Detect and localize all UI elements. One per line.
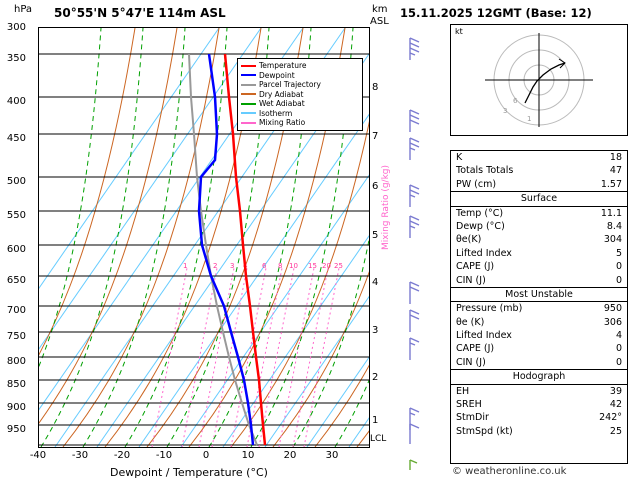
ytick-350: 350 xyxy=(6,53,26,64)
copyright-credit: © weatheronline.co.uk xyxy=(452,466,567,477)
section-header-surface: Surface xyxy=(451,191,627,206)
table-row xyxy=(451,260,627,273)
table-row xyxy=(451,302,627,315)
row-key: Dewp (°C) xyxy=(456,220,505,232)
section-header-hodograph: Hodograph xyxy=(451,369,627,384)
row-value: 11.1 xyxy=(600,207,622,219)
ytick-450: 450 xyxy=(6,133,26,144)
legend-item-isotherm xyxy=(241,109,359,119)
row-key: StmDir xyxy=(456,412,489,424)
table-row xyxy=(451,398,627,411)
table-row xyxy=(451,356,627,369)
legend-swatch-temperature xyxy=(241,65,256,67)
ytick-700: 700 xyxy=(6,305,26,316)
svg-text:1: 1 xyxy=(527,115,532,123)
table-row xyxy=(451,164,627,177)
table-row xyxy=(451,220,627,233)
legend-label-wet-adiabat: Wet Adiabat xyxy=(259,99,305,108)
ytick-500: 500 xyxy=(6,176,26,187)
kmtick-5: 5 xyxy=(372,230,379,241)
kmtick-8: 8 xyxy=(372,82,379,93)
legend-item-mixing-ratio xyxy=(241,118,359,128)
lcl-label: LCL xyxy=(370,434,387,444)
ytick-650: 650 xyxy=(6,275,26,286)
ytick-900: 900 xyxy=(6,402,26,413)
legend-label-parcel: Parcel Trajectory xyxy=(259,80,321,89)
table-row xyxy=(451,151,627,164)
svg-text:6: 6 xyxy=(262,262,267,270)
svg-text:1: 1 xyxy=(183,262,188,270)
xtick--30: -30 xyxy=(71,450,89,461)
svg-text:20: 20 xyxy=(322,262,331,270)
station-title: 50°55'N 5°47'E 114m ASL xyxy=(54,6,226,20)
pressure-unit-label: hPa xyxy=(14,4,33,15)
km-unit-label: km xyxy=(372,4,388,15)
table-row xyxy=(451,342,627,355)
row-value: 0 xyxy=(615,274,622,286)
row-key: PW (cm) xyxy=(456,178,497,190)
row-value: 42 xyxy=(609,399,622,411)
kmtick-2: 2 xyxy=(372,372,379,383)
row-key: Lifted Index xyxy=(456,247,512,259)
row-key: EH xyxy=(456,385,470,397)
indices-table xyxy=(450,150,628,464)
ytick-750: 750 xyxy=(6,331,26,342)
svg-text:6: 6 xyxy=(513,97,518,105)
table-row xyxy=(451,425,627,438)
hodograph-unit-label: kt xyxy=(455,27,463,36)
kmtick-3: 3 xyxy=(372,325,379,336)
svg-text:15: 15 xyxy=(308,262,317,270)
legend-swatch-dry-adiabat xyxy=(241,93,256,95)
xtick--40: -40 xyxy=(29,450,47,461)
row-key: CAPE (J) xyxy=(456,261,495,273)
row-value: 306 xyxy=(603,316,622,328)
ytick-950: 950 xyxy=(6,424,26,435)
svg-text:10: 10 xyxy=(289,262,298,270)
svg-text:8: 8 xyxy=(278,262,283,270)
row-value: 0 xyxy=(615,261,622,273)
table-row xyxy=(451,385,627,398)
table-row xyxy=(451,247,627,260)
asl-unit-label: ASL xyxy=(370,16,389,27)
table-row xyxy=(451,274,627,287)
row-key: StmSpd (kt) xyxy=(456,425,513,437)
kmtick-1: 1 xyxy=(372,415,379,426)
table-row xyxy=(451,178,627,191)
row-key: K xyxy=(456,152,463,163)
row-value: 0 xyxy=(615,343,622,355)
row-key: θe(K) xyxy=(456,234,482,246)
legend-item-dewpoint xyxy=(241,71,359,81)
row-value: 242° xyxy=(599,412,622,424)
row-key: Pressure (mb) xyxy=(456,303,523,315)
ytick-550: 550 xyxy=(6,210,26,221)
ytick-400: 400 xyxy=(6,96,26,107)
legend-label-temperature: Temperature xyxy=(259,61,307,70)
legend-item-temperature xyxy=(241,61,359,71)
legend-label-isotherm: Isotherm xyxy=(259,108,293,118)
mixing-ratio-axis-label: Mixing Ratio (g/kg) xyxy=(381,164,391,250)
legend-swatch-isotherm xyxy=(241,112,256,114)
row-value: 18 xyxy=(609,152,622,163)
svg-text:2: 2 xyxy=(213,262,218,270)
x-axis-title: Dewpoint / Temperature (°C) xyxy=(110,466,268,479)
row-value: 4 xyxy=(615,330,622,342)
legend-swatch-wet-adiabat xyxy=(241,103,256,105)
row-key: CIN (J) xyxy=(456,356,486,368)
kmtick-7: 7 xyxy=(372,131,379,142)
xtick--10: -10 xyxy=(155,450,173,461)
svg-text:25: 25 xyxy=(334,262,343,270)
table-row xyxy=(451,329,627,342)
hodograph xyxy=(450,24,628,136)
svg-text:4: 4 xyxy=(243,262,248,270)
svg-text:3: 3 xyxy=(230,262,235,270)
row-value: 950 xyxy=(603,303,622,315)
row-value: 47 xyxy=(609,165,622,177)
row-key: Totals Totals xyxy=(456,165,514,177)
row-key: Temp (°C) xyxy=(456,207,504,219)
legend xyxy=(237,58,363,131)
row-value: 39 xyxy=(609,385,622,397)
table-row xyxy=(451,316,627,329)
legend-label-mixing-ratio: Mixing Ratio xyxy=(259,118,306,127)
kmtick-4: 4 xyxy=(372,277,379,288)
xtick--20: -20 xyxy=(113,450,131,461)
legend-item-dry-adiabat xyxy=(241,90,359,100)
ytick-300: 300 xyxy=(6,22,26,33)
row-value: 25 xyxy=(609,425,622,437)
svg-text:3: 3 xyxy=(503,107,508,115)
legend-swatch-parcel xyxy=(241,84,256,86)
legend-item-wet-adiabat xyxy=(241,99,359,109)
xtick-30: 30 xyxy=(325,450,339,461)
row-key: CAPE (J) xyxy=(456,343,495,355)
table-row xyxy=(451,233,627,246)
section-header-most-unstable: Most Unstable xyxy=(451,287,627,302)
plot-area xyxy=(38,27,370,448)
xtick-0: 0 xyxy=(202,450,210,461)
xtick-10: 10 xyxy=(241,450,255,461)
legend-label-dry-adiabat: Dry Adiabat xyxy=(259,89,304,99)
ytick-800: 800 xyxy=(6,356,26,367)
legend-item-parcel xyxy=(241,80,359,90)
kmtick-6: 6 xyxy=(372,181,379,192)
table-row xyxy=(451,411,627,424)
xtick-20: 20 xyxy=(283,450,297,461)
row-key: CIN (J) xyxy=(456,274,486,286)
legend-label-dewpoint: Dewpoint xyxy=(259,70,295,80)
table-row xyxy=(451,207,627,220)
date-title: 15.11.2025 12GMT (Base: 12) xyxy=(400,6,592,20)
row-value: 5 xyxy=(615,247,622,259)
row-value: 1.57 xyxy=(600,178,622,190)
row-value: 304 xyxy=(603,234,622,246)
row-value: 0 xyxy=(615,356,622,368)
row-key: θe (K) xyxy=(456,316,485,328)
legend-swatch-mixing-ratio xyxy=(241,122,256,124)
row-value: 8.4 xyxy=(606,220,622,232)
row-key: SREH xyxy=(456,399,482,411)
info-panel xyxy=(398,0,629,486)
legend-swatch-dewpoint xyxy=(241,74,256,76)
row-key: Lifted Index xyxy=(456,330,512,342)
ytick-600: 600 xyxy=(6,244,26,255)
ytick-850: 850 xyxy=(6,379,26,390)
